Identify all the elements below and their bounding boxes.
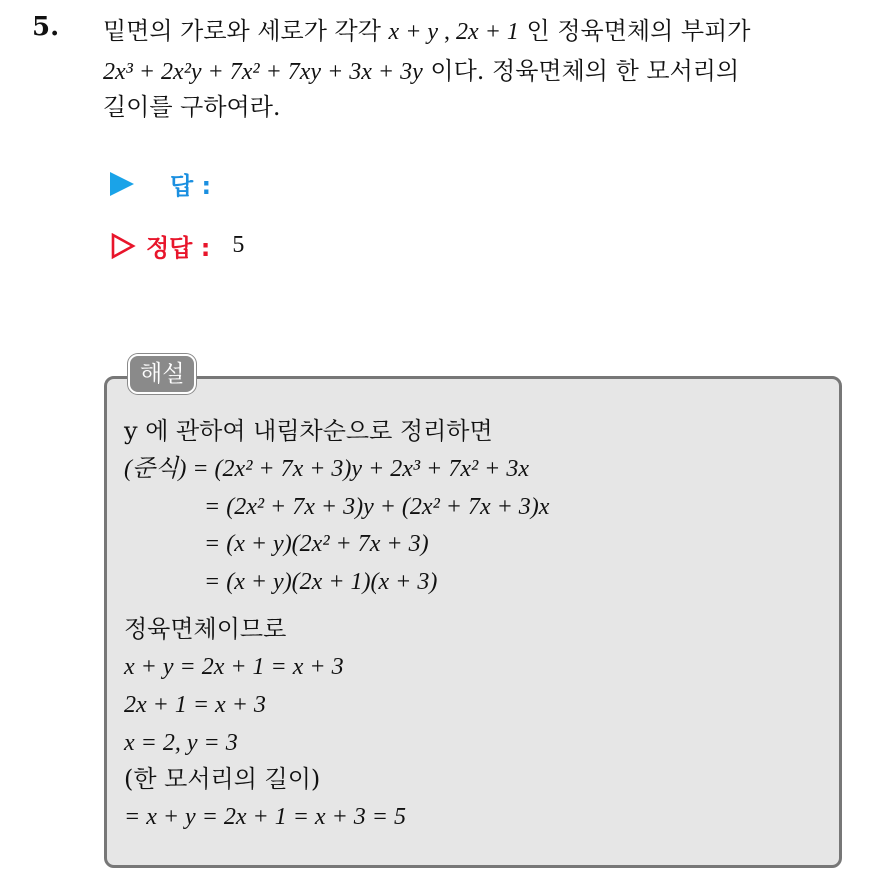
solution-line: (한 모서리의 길이) — [124, 765, 321, 793]
answer-row — [110, 166, 211, 201]
correct-answer-value: 5 — [232, 232, 245, 258]
question-line-1-post: 인 정육면체의 부피가 — [518, 17, 751, 45]
solution-line: (준식) = (2x² + 7x + 3)y + 2x³ + 7x² + 3x — [124, 456, 530, 482]
question-line-1 — [103, 14, 750, 49]
solution-line: = (x + y)(2x² + 7x + 3) — [204, 531, 429, 557]
correct-answer-row — [110, 228, 244, 263]
question-line-2-post: 이다. 정육면체의 한 모서리의 — [422, 57, 740, 85]
solution-line: 정육면체이므로 — [124, 615, 287, 643]
solution-line: = (2x² + 7x + 3)y + (2x² + 7x + 3)x — [204, 494, 550, 520]
question-line-1-mid: , — [438, 19, 457, 45]
solution-line: 2x + 1 = x + 3 — [124, 692, 266, 718]
question-volume-expr: 2x³ + 2x²y + 7x² + 7xy + 3x + 3y — [103, 59, 423, 85]
question-line-3: 길이를 구하여라. — [103, 93, 281, 121]
question-expr-width: x + y — [388, 19, 439, 45]
answer-label: 답 : — [170, 172, 212, 200]
correct-answer-label: 정답 : — [146, 234, 211, 262]
solution-line: = x + y = 2x + 1 = x + 3 = 5 — [124, 804, 406, 830]
solution-tag: 해설 — [128, 354, 196, 394]
solution-line: x = 2, y = 3 — [124, 730, 238, 756]
play-icon — [110, 172, 134, 196]
question-line-1-pre: 밑면의 가로와 세로가 각각 — [103, 17, 389, 45]
question-expr-depth: 2x + 1 — [456, 19, 519, 45]
solution-line: = (x + y)(2x + 1)(x + 3) — [204, 569, 438, 595]
outline-play-icon — [110, 233, 136, 259]
solution-line: x + y = 2x + 1 = x + 3 — [124, 654, 344, 680]
solution-line: y 에 관하여 내림차순으로 정리하면 — [124, 417, 493, 445]
question-number: 5. — [32, 12, 60, 42]
question-line-2 — [103, 54, 739, 89]
